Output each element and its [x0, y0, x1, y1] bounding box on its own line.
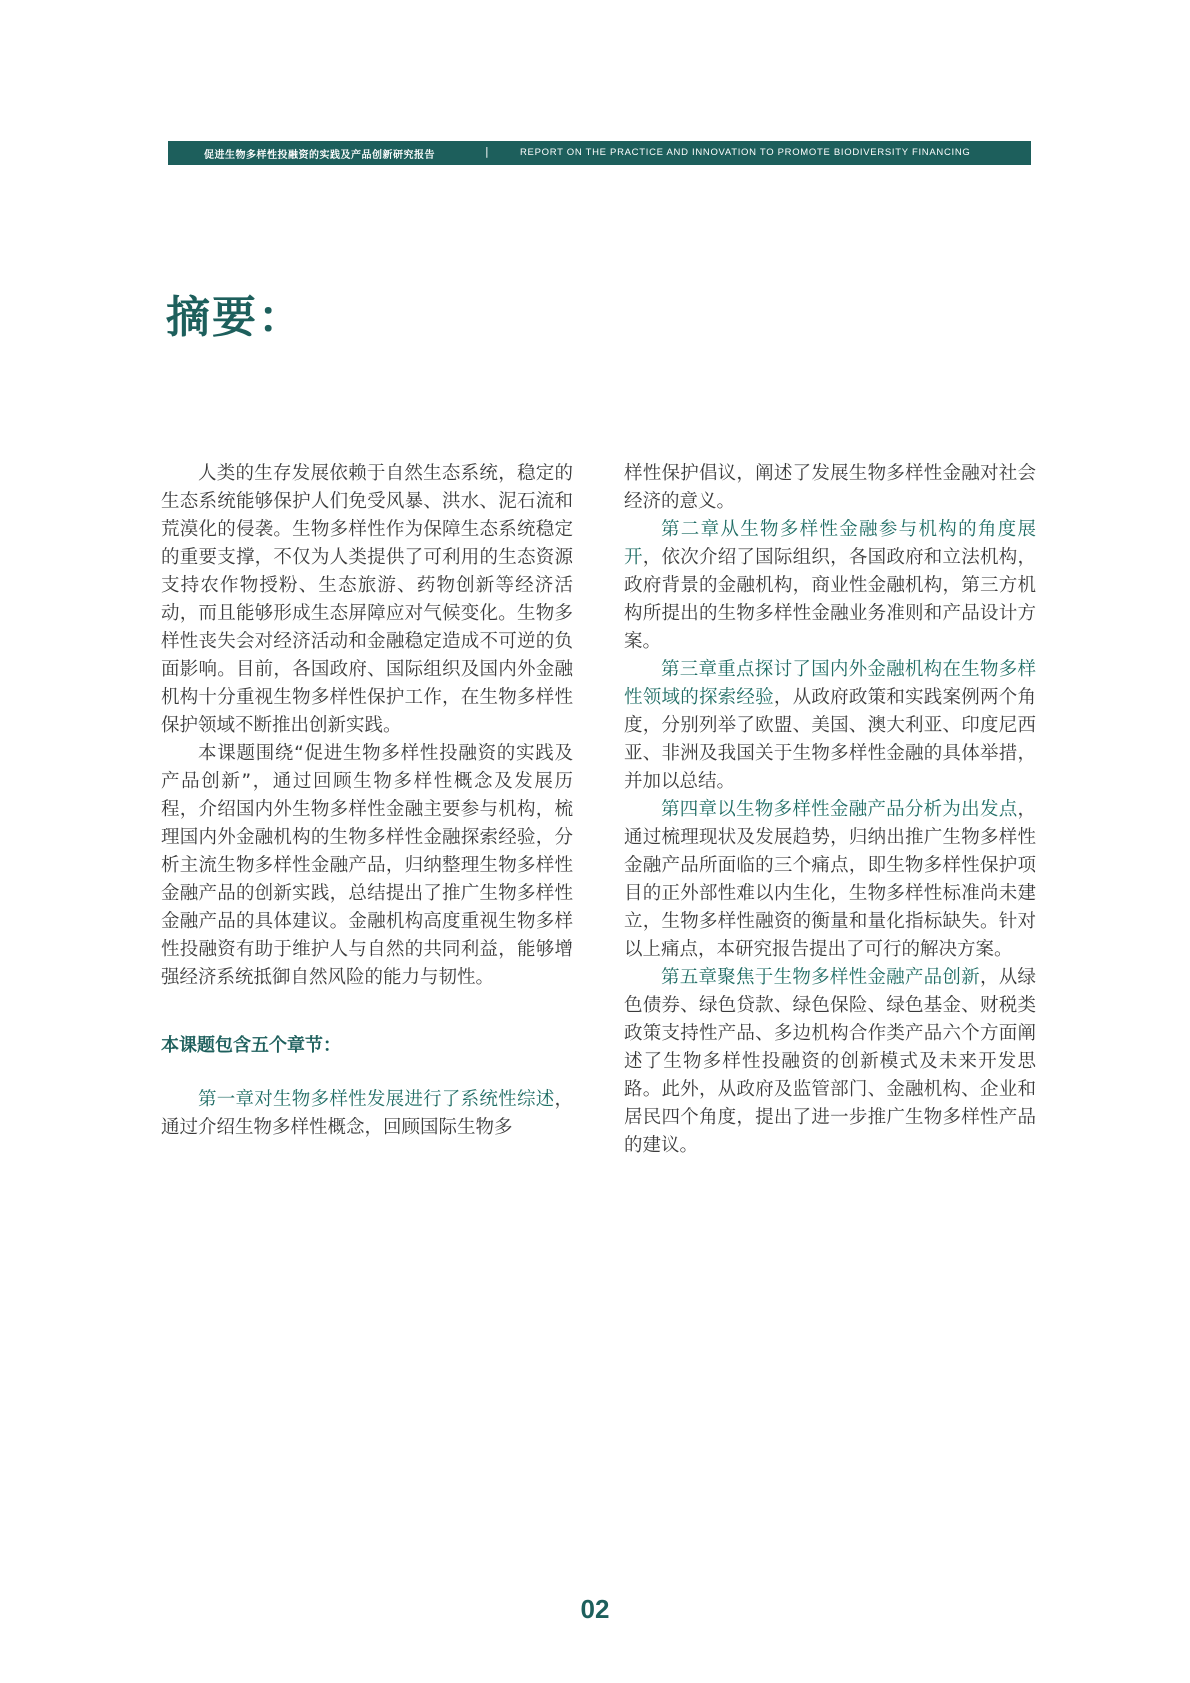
running-header: [168, 141, 1031, 165]
header-title-en: REPORT ON THE PRACTICE AND INNOVATION TO PROMOTE BIODIVERSITY FINANCING: [520, 147, 971, 158]
chapter-5-highlight: 第五章聚焦于生物多样性金融产品创新: [661, 967, 980, 988]
chapter-2-summary: [624, 516, 1036, 656]
chapter-3-summary: [624, 656, 1036, 796]
chapter-4-summary: [624, 796, 1036, 964]
chapter-3-highlight: 第三章重点探讨了国内外金融机构在生物多样性领域的探索经验: [624, 659, 1036, 708]
chapter-2-text: ，依次介绍了国际组织，各国政府和立法机构，政府背景的金融机构，商业性金融机构，第三方机构所提出的生物多样性金融业务准则和产品设计方案。: [624, 547, 1036, 652]
abstract-paragraph-2: 本课题围绕“促进生物多样性投融资的实践及产品创新”，通过回顾生物多样性概念及发展历程，介绍国内外生物多样性金融主要参与机构，梳理国内外金融机构的生物多样性金融探索经验，分析主流生物多样性金融产品，归纳整理生物多样性金融产品的创新实践，总结提出了推广生物多样性金融产品的具体建议。金融机构高度重视生物多样性投融资有助于维护人与自然的共同利益，能够增强经济系统抵御自然风险的能力与韧性。: [161, 743, 573, 988]
chapter-5-summary: [624, 964, 1036, 1160]
chapter-4-highlight: 第四章以生物多样性金融产品分析为出发点: [661, 799, 1018, 820]
chapter-1-highlight: 第一章对生物多样性发展进行了系统性综述: [198, 1089, 555, 1110]
right-column: [624, 460, 1036, 1160]
chapters-heading: 本课题包含五个章节：: [161, 1035, 341, 1056]
chapter-3-text: ，从政府政策和实践案例两个角度，分别列举了欧盟、美国、澳大利亚、印度尼西亚、非洲及我国关于生物多样性金融的具体举措，并加以总结。: [624, 687, 1036, 792]
chapter-2-highlight: 第二章从生物多样性金融参与机构的角度展开: [624, 519, 1036, 568]
page-title: 摘要：: [166, 292, 304, 343]
chapter-4-text: ，通过梳理现状及发展趋势，归纳出推广生物多样性金融产品所面临的三个痛点，即生物多样性保护项目的正外部性难以内生化，生物多样性标准尚未建立，生物多样性融资的衡量和量化指标缺失。针对以上痛点，本研究报告提出了可行的解决方案。: [624, 799, 1036, 960]
header-separator: |: [485, 145, 490, 158]
abstract-paragraph-1: 人类的生存发展依赖于自然生态系统，稳定的生态系统能够保护人们免受风暴、洪水、泥石流和荒漠化的侵袭。生物多样性作为保障生态系统稳定的重要支撑，不仅为人类提供了可利用的生态资源支持农作物授粉、生态旅游、药物创新等经济活动，而且能够形成生态屏障应对气候变化。生物多样性丧失会对经济活动和金融稳定造成不可逆的负面影响。目前，各国政府、国际组织及国内外金融机构十分重视生物多样性保护工作，在生物多样性保护领域不断推出创新实践。: [161, 463, 573, 736]
header-title-cn: 促进生物多样性投融资的实践及产品创新研究报告: [204, 150, 435, 161]
chapter-1-text: ，通过介绍生物多样性概念，回顾国际生物多: [161, 1089, 573, 1138]
page-number: 02: [580, 1594, 610, 1624]
chapter-1-summary-end: 样性保护倡议，阐述了发展生物多样性金融对社会经济的意义。: [624, 463, 1036, 512]
chapter-1-summary-start: [161, 1086, 573, 1142]
left-column: [161, 460, 573, 1142]
chapter-5-text: ，从绿色债券、绿色贷款、绿色保险、绿色基金、财税类政策支持性产品、多边机构合作类产品六个方面阐述了生物多样性投融资的创新模式及未来开发思路。此外，从政府及监管部门、金融机构、企业和居民四个角度，提出了进一步推广生物多样性产品的建议。: [624, 967, 1036, 1156]
